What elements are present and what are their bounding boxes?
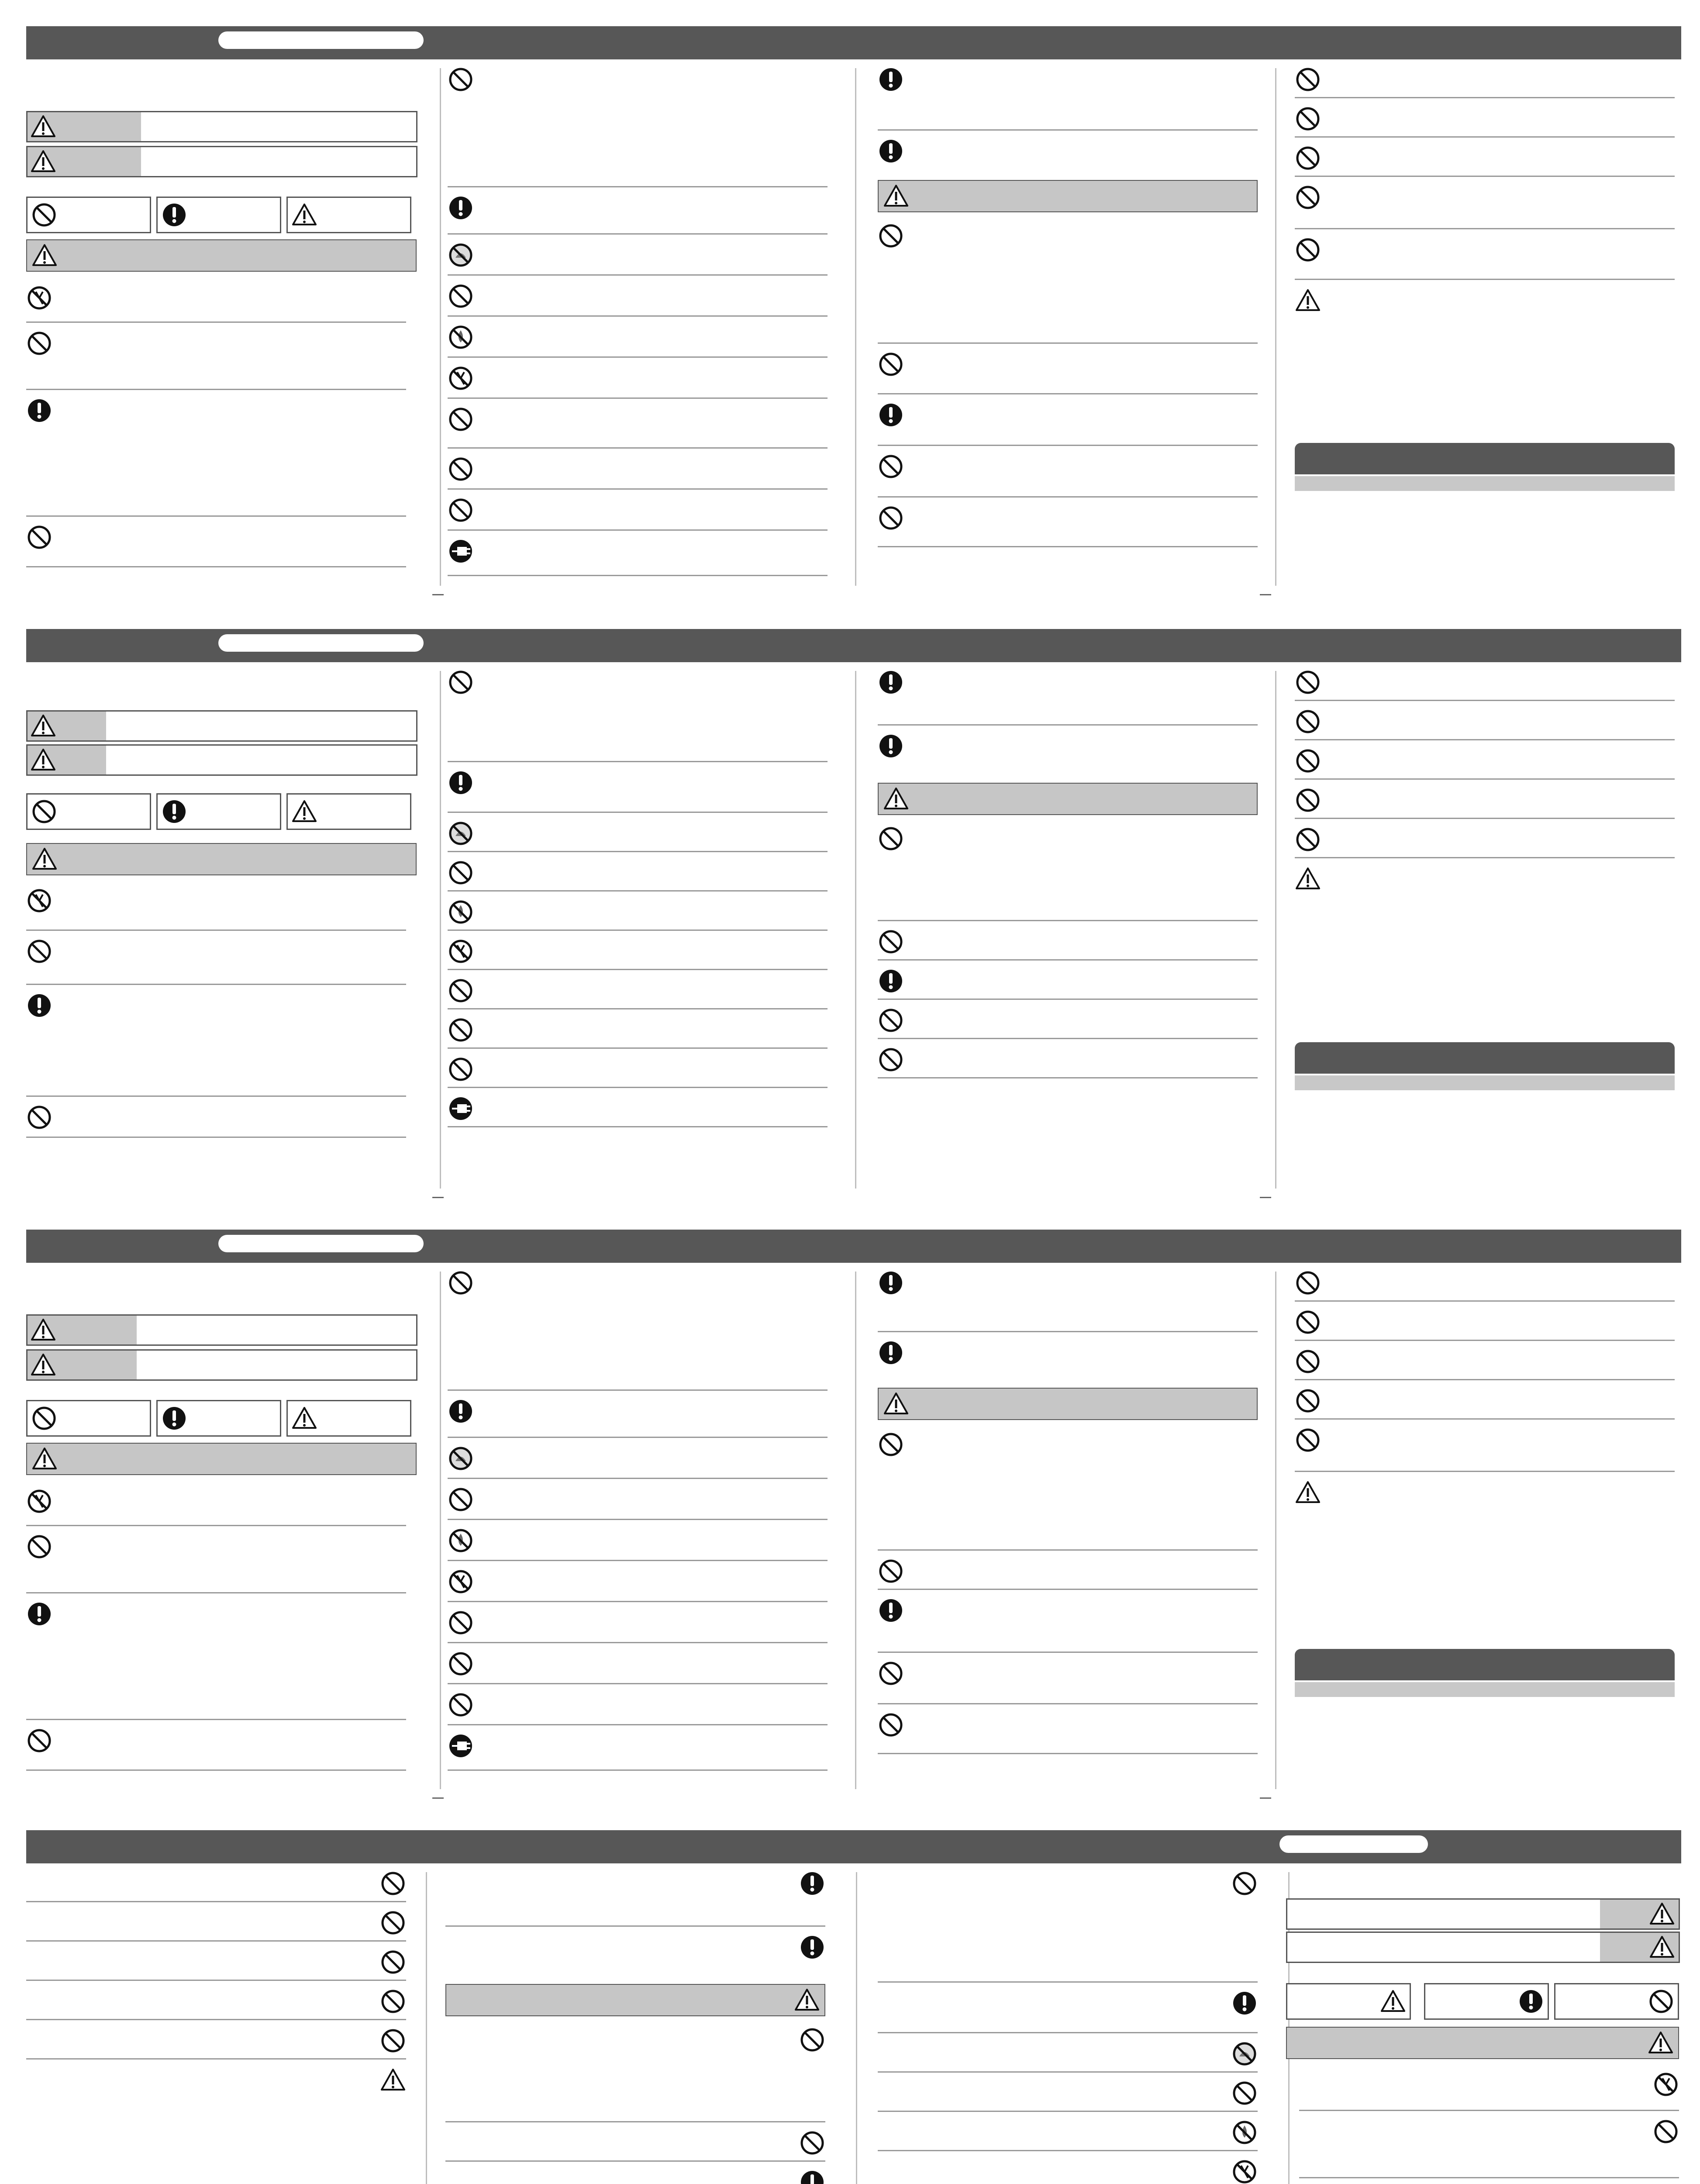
column-1 [26,59,406,594]
prohibition-icon [1295,708,1321,735]
mandatory-icon [799,1870,825,1897]
warning-level-row [26,710,417,742]
list-item [878,961,1258,1000]
mandatory-icon [878,138,904,164]
caution-triangle-icon [31,1446,58,1472]
list-item [878,395,1258,446]
caution-level-row [26,744,417,776]
list-item [1299,2179,1679,2184]
list-item [1295,702,1675,740]
column-1 [26,662,406,1197]
prohibition-icon [448,860,474,886]
caution-triangle-icon [1648,2030,1674,2056]
list-item [878,1705,1258,1754]
column-2 [448,662,828,1197]
list-item [878,1000,1258,1039]
list-item [1295,1381,1675,1420]
list-item [448,531,828,576]
caution-triangle-icon [1295,866,1321,892]
caution-triangle-icon [30,149,56,175]
prohibition-icon [878,929,904,955]
prohibition-icon [380,1949,406,1975]
mandatory-icon [878,968,904,994]
list-item [448,1263,828,1391]
list-item [448,813,828,852]
list-item [445,1863,825,1927]
list-item [878,1983,1258,2033]
caution-triangle-icon [883,786,909,812]
list-item [448,1521,828,1561]
column-3 [878,1263,1258,1797]
list-item [1295,230,1675,280]
prohibition-icon [1295,66,1321,93]
list-item [26,1097,406,1138]
mandatory-icon [161,798,187,825]
list-item [1295,1472,1675,1560]
column-2 [448,1263,828,1797]
list-item [448,1644,828,1684]
list-item [445,1927,825,1975]
symbol-box-mandatory [156,197,281,233]
mandatory-icon [878,733,904,759]
prohibition-icon [1295,826,1321,853]
list-item [1299,2111,1679,2178]
unplug-icon [448,1095,474,1122]
symbol-box-mandatory [156,793,281,830]
mandatory-icon [878,66,904,93]
prohibition-icon [1295,669,1321,695]
column-3 [878,1863,1258,2184]
list-item [878,498,1258,547]
list-item [878,2034,1258,2073]
list-item [26,1863,406,1902]
unplug-icon [448,1733,474,1759]
list-item [1295,859,1675,946]
caution-triangle-icon [883,1391,909,1417]
symbol-box-caution [286,1400,411,1437]
list-item [878,1333,1258,1376]
list-item [26,390,406,517]
prohibition-icon [448,66,474,93]
no-wet-hands-icon [448,242,474,268]
list-item [1295,819,1675,858]
caution-triangle-icon [30,1317,56,1343]
prohibition-icon [26,1534,52,1560]
prohibition-icon [1231,2080,1258,2106]
panel-4 [26,1830,1681,2184]
prohibition-icon [1295,787,1321,813]
symbol-box-prohibition [26,197,151,233]
list-item [878,819,1258,921]
mandatory-icon [878,1597,904,1624]
caution-level-row [26,1349,417,1381]
prohibition-icon [448,1692,474,1718]
list-item [878,726,1258,774]
prohibition-icon [26,330,52,356]
mandatory-icon [1518,1988,1544,2015]
mandatory-icon [448,770,474,796]
list-item [448,1391,828,1438]
no-water-icon [448,324,474,350]
prohibition-icon [448,669,474,695]
list-item [878,1263,1258,1332]
list-item [26,278,406,323]
column-3 [878,59,1258,594]
caution-triangle-icon [1295,1479,1321,1506]
prohibition-icon [878,351,904,377]
prohibition-icon [1295,1348,1321,1375]
symbol-box-prohibition [26,1400,151,1437]
caution-triangle-icon [794,1987,820,2013]
list-item [1295,1302,1675,1341]
symbol-box-prohibition [26,793,151,830]
mandatory-icon [878,1270,904,1296]
panel-2 [26,629,1681,1197]
prohibition-icon [26,1728,52,1754]
section-heading-bar [1295,443,1675,474]
title-pill [218,31,424,49]
prohibition-icon [448,1270,474,1296]
title-pill [218,1235,424,1252]
caution-level-row [1286,1932,1680,1963]
no-disassembly-icon [26,888,52,914]
mandatory-icon [161,1405,187,1431]
list-item [878,662,1258,726]
column-2 [448,59,828,594]
prohibition-icon [448,1610,474,1636]
list-item [448,317,828,358]
list-item [878,216,1258,344]
prohibition-icon [1648,1988,1674,2015]
prohibition-icon [878,1007,904,1033]
caution-band [878,783,1258,815]
prohibition-icon [1295,1388,1321,1414]
mandatory-icon [26,992,52,1019]
caution-triangle-icon [291,798,317,825]
no-wet-hands-icon [448,1445,474,1472]
warning-band [26,239,417,272]
prohibition-icon [878,223,904,249]
list-item [448,188,828,235]
column-2 [445,1863,825,2184]
prohibition-icon [26,1104,52,1130]
prohibition-icon [26,938,52,964]
list-item [878,1863,1258,1983]
panel-1 [26,26,1681,594]
list-item [445,2162,825,2184]
list-item [448,1685,828,1725]
list-item [1295,780,1675,819]
mandatory-icon [878,1340,904,1366]
prohibition-icon [448,1651,474,1677]
unplug-icon [448,538,474,564]
mandatory-icon [26,1601,52,1627]
mandatory-icon [1231,1990,1258,2016]
list-item [1295,138,1675,177]
list-item [448,490,828,531]
column-4 [1295,662,1675,1197]
prohibition-icon [380,1870,406,1897]
list-item [448,449,828,490]
prohibition-icon [31,1405,57,1431]
warning-level-row [26,111,417,142]
mandatory-icon [448,195,474,221]
prohibition-icon [31,202,57,228]
list-item [448,1562,828,1602]
list-item [1295,1341,1675,1380]
list-item [448,662,828,762]
mandatory-icon [799,1934,825,1960]
prohibition-icon [380,1988,406,2015]
list-item [448,1089,828,1127]
symbol-box-mandatory [1424,1983,1549,2020]
no-water-icon [448,1527,474,1554]
no-disassembly-icon [448,365,474,391]
section-heading-bar [1295,1649,1675,1680]
list-item [26,517,406,567]
prohibition-icon [1295,184,1321,211]
prohibition-icon [448,1017,474,1043]
no-disassembly-icon [1653,2071,1679,2098]
caution-triangle-icon [1380,1988,1406,2015]
no-wet-hands-icon [1231,2041,1258,2067]
warning-band [1286,2027,1679,2059]
list-item [448,1726,828,1771]
mandatory-icon [878,402,904,428]
no-disassembly-icon [26,285,52,311]
list-item [878,59,1258,131]
caution-triangle-icon [30,1352,56,1378]
list-item [1295,1263,1675,1302]
list-item [448,399,828,449]
list-item [26,931,406,985]
column-3 [878,662,1258,1197]
list-item [878,1040,1258,1078]
title-pill [218,634,424,652]
column-1 [26,1863,406,2184]
list-item [1295,177,1675,229]
prohibition-icon [26,524,52,550]
prohibition-icon [1295,237,1321,263]
prohibition-icon [878,453,904,480]
prohibition-icon [799,2027,825,2053]
no-disassembly-icon [1231,2159,1258,2184]
no-wet-hands-icon [448,820,474,847]
caution-triangle-icon [31,846,58,872]
list-item [878,1424,1258,1551]
caution-band [445,1984,825,2016]
section-subheading-bar [1295,476,1675,491]
caution-triangle-icon [291,202,317,228]
list-item [26,1594,406,1720]
list-item [448,358,828,399]
prohibition-icon [1653,2118,1679,2145]
mandatory-icon [799,2169,825,2184]
prohibition-icon [878,1558,904,1584]
list-item [448,1010,828,1049]
list-item [1295,99,1675,138]
caution-band [878,180,1258,212]
mandatory-icon [448,1398,474,1424]
prohibition-icon [799,2130,825,2156]
prohibition-icon [448,978,474,1004]
no-water-icon [448,899,474,925]
prohibition-icon [448,456,474,482]
symbol-box-caution [1286,1983,1411,2020]
panel-3 [26,1230,1681,1797]
prohibition-icon [1295,748,1321,774]
list-item [26,1721,406,1771]
list-item [26,1481,406,1526]
list-item [1299,2064,1679,2111]
list-item [878,131,1258,175]
panel-header [26,1830,1681,1863]
caution-triangle-icon [1295,287,1321,314]
symbol-box-prohibition [1554,1983,1679,2020]
no-disassembly-icon [26,1488,52,1514]
list-item [448,235,828,276]
symbol-box-caution [286,197,411,233]
prohibition-icon [448,1056,474,1082]
list-item [1295,59,1675,98]
prohibition-icon [1295,1309,1321,1335]
prohibition-icon [1231,1870,1258,1897]
prohibition-icon [380,2028,406,2054]
section-heading-bar [1295,1042,1675,1074]
list-item [26,1981,406,2020]
symbol-box-mandatory [156,1400,281,1437]
list-item [448,763,828,813]
section-subheading-bar [1295,1075,1675,1090]
prohibition-icon [380,1910,406,1936]
prohibition-icon [31,798,57,825]
list-item [878,1551,1258,1590]
list-item [448,971,828,1009]
caution-triangle-icon [31,242,58,269]
list-item [448,1438,828,1479]
prohibition-icon [878,826,904,852]
list-item [26,2021,406,2060]
prohibition-icon [1295,145,1321,171]
prohibition-icon [878,1712,904,1738]
list-item [448,1603,828,1643]
no-water-icon [1231,2119,1258,2146]
column-4 [1286,1863,1681,2184]
list-item [448,59,828,187]
mandatory-icon [26,397,52,424]
list-item [878,922,1258,961]
list-item [878,446,1258,498]
list-item [448,853,828,892]
list-item [445,2123,825,2162]
list-item [26,1527,406,1593]
prohibition-icon [878,1047,904,1073]
title-pill [1279,1835,1428,1853]
prohibition-icon [878,1431,904,1458]
list-item [448,1049,828,1088]
caution-band [878,1388,1258,1420]
caution-triangle-icon [883,183,909,209]
prohibition-icon [448,406,474,432]
warning-band [26,1443,417,1475]
list-item [878,2073,1258,2112]
caution-triangle-icon [30,114,56,140]
list-item [878,2152,1258,2184]
prohibition-icon [878,505,904,531]
prohibition-icon [1295,1427,1321,1453]
symbol-box-caution [286,793,411,830]
mandatory-icon [161,202,187,228]
list-item [878,2112,1258,2151]
list-item [878,1590,1258,1653]
list-item [26,323,406,390]
section-subheading-bar [1295,1682,1675,1697]
warning-level-row [26,1314,417,1346]
caution-triangle-icon [1649,1901,1675,1927]
prohibition-icon [448,283,474,309]
list-item [448,892,828,931]
list-item [26,1942,406,1981]
caution-triangle-icon [30,713,56,739]
list-item [448,276,828,317]
caution-level-row [26,146,417,177]
list-item [26,985,406,1097]
warning-band [26,843,417,875]
list-item [26,881,406,931]
prohibition-icon [448,1486,474,1513]
column-4 [1295,59,1675,594]
prohibition-icon [1295,1270,1321,1296]
caution-triangle-icon [1649,1934,1675,1960]
list-item [448,931,828,970]
list-item [26,1903,406,1942]
column-4 [1295,1263,1675,1797]
list-item [445,2020,825,2122]
caution-triangle-icon [291,1405,317,1431]
list-item [1295,741,1675,780]
list-item [878,1653,1258,1704]
no-disassembly-icon [448,938,474,964]
list-item [1295,280,1675,368]
prohibition-icon [1295,106,1321,132]
caution-triangle-icon [380,2067,406,2093]
list-item [448,1479,828,1520]
no-disassembly-icon [448,1569,474,1595]
prohibition-icon [448,497,474,523]
caution-triangle-icon [30,747,56,773]
list-item [878,344,1258,394]
column-1 [26,1263,406,1797]
warning-level-row [1286,1898,1680,1930]
prohibition-icon [878,1660,904,1686]
list-item [1295,1420,1675,1472]
mandatory-icon [878,669,904,695]
list-item [26,2060,406,2147]
list-item [1295,662,1675,701]
